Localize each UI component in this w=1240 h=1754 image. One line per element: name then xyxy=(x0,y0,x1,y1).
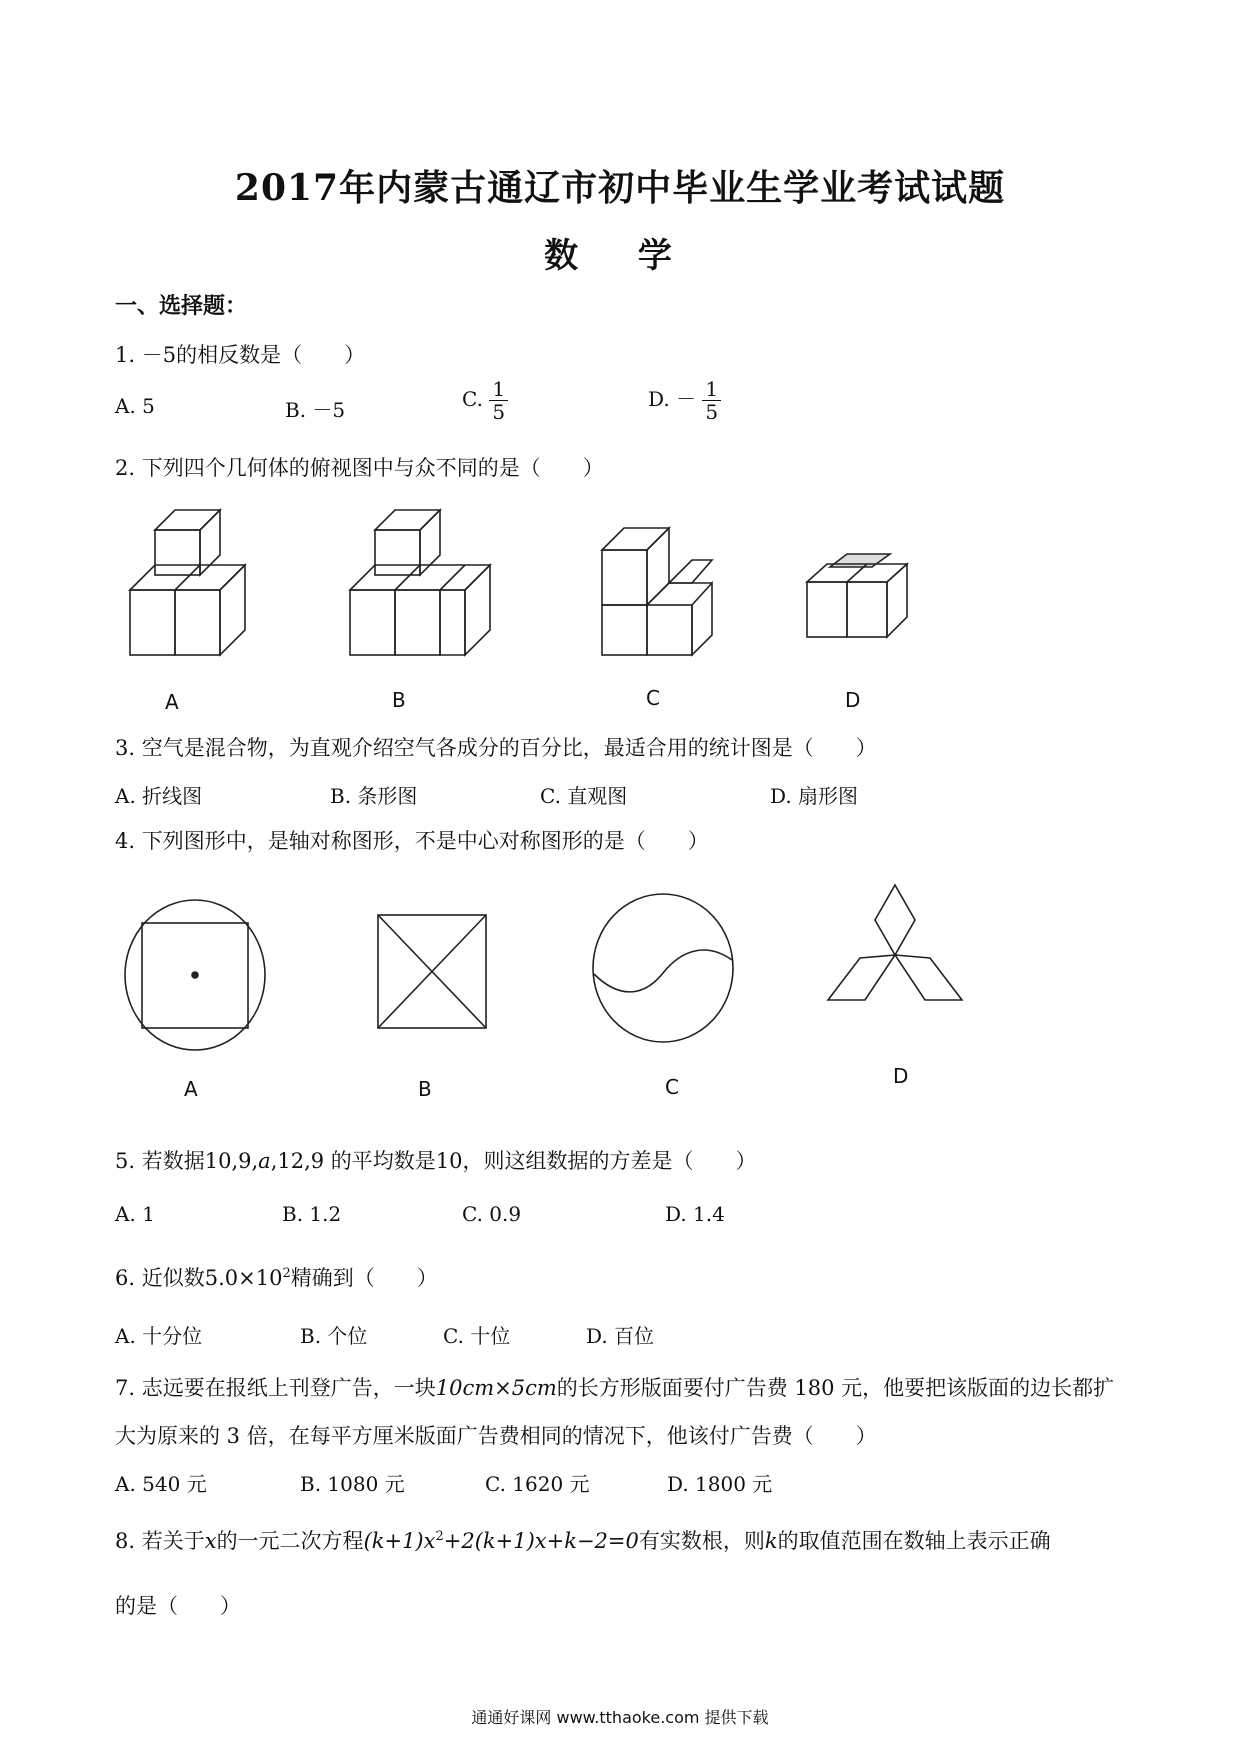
subject-title: 数 学 xyxy=(544,236,696,276)
question-1-option-b: B. －5 xyxy=(285,398,346,422)
question-3-stem: 3. 空气是混合物，为直观介绍空气各成分的百分比，最适合用的统计图是（ ） xyxy=(115,736,877,760)
stem-text: 的一元二次方程 xyxy=(216,1529,364,1553)
figure-label-d: D xyxy=(893,1064,909,1088)
figure-label-c: C xyxy=(646,686,660,710)
question-5-option-d: D. 1.4 xyxy=(665,1202,725,1226)
question-4-stem: 4. 下列图形中，是轴对称图形，不是中心对称图形的是（ ） xyxy=(115,829,709,853)
stem-text: 6. 近似数 xyxy=(115,1266,205,1290)
question-2-stem: 2. 下列四个几何体的俯视图中与众不同的是（ ） xyxy=(115,456,604,480)
fraction-numerator: 1 xyxy=(489,378,508,401)
fraction-neg-one-fifth xyxy=(702,378,721,423)
equation-part: (k+1)x xyxy=(363,1529,436,1553)
cube-figure-d xyxy=(802,552,922,662)
figure-label-a: A xyxy=(165,690,179,714)
page-footer: 通通好课网 www.tthaoke.com 提供下载 xyxy=(471,1708,769,1727)
question-8-line-2: 的是（ ） xyxy=(115,1594,241,1618)
fraction-denominator: 5 xyxy=(705,400,719,424)
question-6-option-b: B. 个位 xyxy=(300,1324,368,1348)
option-d-prefix: D. － xyxy=(648,387,697,411)
circle-wave-figure xyxy=(588,888,738,1048)
question-7-option-b: B. 1080 元 xyxy=(300,1472,405,1496)
size-expression: 10cm×5cm xyxy=(435,1376,557,1400)
circle-square-figure xyxy=(120,895,270,1055)
question-7-line-2: 大为原来的 3 倍，在每平方厘米版面广告费相同的情况下，他该付广告费（ ） xyxy=(115,1424,877,1448)
question-7-option-c: C. 1620 元 xyxy=(485,1472,590,1496)
variable-a: a xyxy=(258,1149,271,1173)
question-5-option-b: B. 1.2 xyxy=(282,1202,342,1226)
question-3-option-d: D. 扇形图 xyxy=(770,784,859,808)
question-6-option-c: C. 十位 xyxy=(443,1324,511,1348)
question-3-option-c: C. 直观图 xyxy=(540,784,628,808)
fraction-one-fifth xyxy=(489,378,508,423)
question-5-stem xyxy=(115,1145,757,1175)
question-1-option-a: A. 5 xyxy=(115,394,155,418)
question-6-option-a: A. 十分位 xyxy=(115,1324,203,1348)
data-values: 10,9, xyxy=(204,1149,259,1173)
figure-label-c: C xyxy=(665,1075,679,1099)
fraction-numerator: 1 xyxy=(702,378,721,401)
question-7-line-1 xyxy=(115,1372,1114,1402)
mean-value: 10 xyxy=(435,1149,463,1173)
exponent: 2 xyxy=(282,1266,291,1281)
exponent: 2 xyxy=(435,1529,444,1544)
cube-figure-a xyxy=(120,505,260,665)
question-7-option-a: A. 540 元 xyxy=(115,1472,207,1496)
question-5-option-c: C. 0.9 xyxy=(462,1202,522,1226)
figure-label-d: D xyxy=(845,688,861,712)
question-1-stem: 1. －5的相反数是（ ） xyxy=(115,343,366,367)
section-heading: 一、选择题： xyxy=(115,293,248,319)
question-3-option-b: B. 条形图 xyxy=(330,784,418,808)
square-x-figure xyxy=(373,910,493,1035)
figure-label-a: A xyxy=(184,1077,198,1101)
question-1-option-c xyxy=(462,378,508,423)
question-6-stem xyxy=(115,1262,438,1292)
variable-k: k xyxy=(764,1529,778,1553)
stem-text: 的长方形版面要付广告费 180 元，他要把该版面的边长都扩 xyxy=(556,1376,1115,1400)
figure-label-b: B xyxy=(418,1077,432,1101)
question-1-option-d xyxy=(648,378,721,423)
data-values-rest: ,12,9 xyxy=(270,1149,325,1173)
three-rhombus-figure xyxy=(820,880,970,1050)
question-7-option-d: D. 1800 元 xyxy=(667,1472,773,1496)
figure-label-b: B xyxy=(392,688,406,712)
stem-text: 的平均数是 xyxy=(324,1149,436,1173)
exam-title: 2017年内蒙古通辽市初中毕业生学业考试试题 xyxy=(234,167,1006,209)
stem-text: 8. 若关于 xyxy=(115,1529,205,1553)
question-3-option-a: A. 折线图 xyxy=(115,784,203,808)
approx-number: 5.0×10 xyxy=(204,1266,283,1290)
question-8-line-1 xyxy=(115,1525,1051,1555)
question-6-option-d: D. 百位 xyxy=(586,1324,655,1348)
stem-text: 7. 志远要在报纸上刊登广告，一块 xyxy=(115,1376,436,1400)
stem-text: 5. 若数据 xyxy=(115,1149,205,1173)
cube-figure-b xyxy=(340,505,500,665)
stem-text: 精确到（ ） xyxy=(290,1266,438,1290)
fraction-denominator: 5 xyxy=(492,400,506,424)
stem-text: 有实数根，则 xyxy=(638,1529,765,1553)
cube-figure-c xyxy=(592,520,732,665)
stem-text: 的取值范围在数轴上表示正确 xyxy=(777,1529,1051,1553)
equation-part: +2(k+1)x+k−2=0 xyxy=(443,1529,639,1553)
question-5-option-a: A. 1 xyxy=(115,1202,155,1226)
variable-x: x xyxy=(204,1529,217,1553)
stem-text: ，则这组数据的方差是（ ） xyxy=(462,1149,757,1173)
option-c-prefix: C. xyxy=(462,387,483,411)
